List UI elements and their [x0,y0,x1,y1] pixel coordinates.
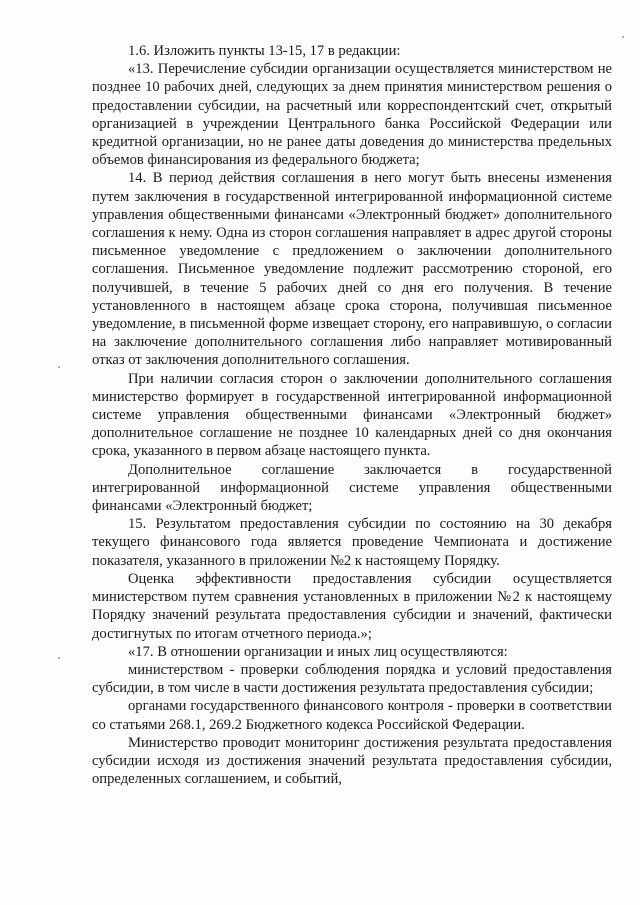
paragraph-1-6: 1.6. Изложить пункты 13-15, 17 в редакции: [128,43,401,59]
paragraph-17-control-bodies: органами государственного финансового контроля - проверки в соответствии со статьями 268.1, 269.2 Бюджетного кодекса Российской Федерации. [92,698,612,733]
paragraph-14-consent: При наличии согласия сторон о заключении дополнительного соглашения министерство формирует в государственной интегрированной информационной системе управления общественными финансами «Электронный бюджет» дополнительное соглашение не позднее 10 календарных дней со дня окончания срока, указанного в первом абзаце настоящего пункта. [92,370,612,460]
paragraph-17-ministry: министерством - проверки соблюдения порядка и условий предоставления субсидии, в том числе в части достижения результата предоставления субсидии; [92,661,612,697]
paragraph-15-evaluation: Оценка эффективности предоставления субсидии осуществляется министерством путем сравнения установленных в приложении №2 к настоящему Порядку значений результата предоставления субсидии и значений, фактически достигнутых по итогам отчетного периода.»; [92,570,612,642]
scan-speck [58,657,60,659]
paragraph-14: 14. В период действия соглашения в него могут быть внесены изменения путем заключения в государственной интегрированной информационной системе управления общественными финансами «Электронный бюджет» дополнительного соглашения к нему. Одна из сторон соглашения направляет в адрес другой стороны письменное уведомление с предложением о заключении дополнительного соглашения. Письменное уведомление подлежит рассмотрению стороной, его получившей, в течение 5 рабочих дней со дня его получения. В течение установленного в настоящем абзаце срока сторона, получившая письменное уведомление, в письменной форме извещает сторону, его направившую, о согласии на заключение дополнительного соглашения либо направляет мотивированный отказ от заключения дополнительного соглашения. [92,170,612,369]
paragraph-17: «17. В отношении организации и иных лиц осуществляются: [128,643,508,660]
paragraph-17-monitoring: Министерство проводит мониторинг достижения результата предоставления субсидии исходя из достижения значений результата предоставления субсидии, определенных соглашением, и событий, [92,734,612,788]
paragraph-15: 15. Результатом предоставления субсидии по состоянию на 30 декабря текущего финансового года является проведение Чемпионата и достижение показателя, указанного в приложении №2 к настоящему Порядку. [92,516,612,569]
scan-speck [622,36,624,38]
paragraph-14-conclusion: Дополнительное соглашение заключается в государственной интегрированной информационной системе управления общественными финансами «Электронный бюджет; [92,461,612,515]
paragraph-13: «13. Перечисление субсидии организации осуществляется министерством не позднее 10 рабочих дней, следующих за днем принятия министерством решения о предоставлении субсидии, на расчетный или корреспондентский счет, открытый организацией в учреждении Центрального банка Российской Федерации или кредитной организации, но не ранее даты доведения до министерства предельных объемов финансирования из федерального бюджета; [92,61,612,169]
scan-speck [58,366,60,368]
